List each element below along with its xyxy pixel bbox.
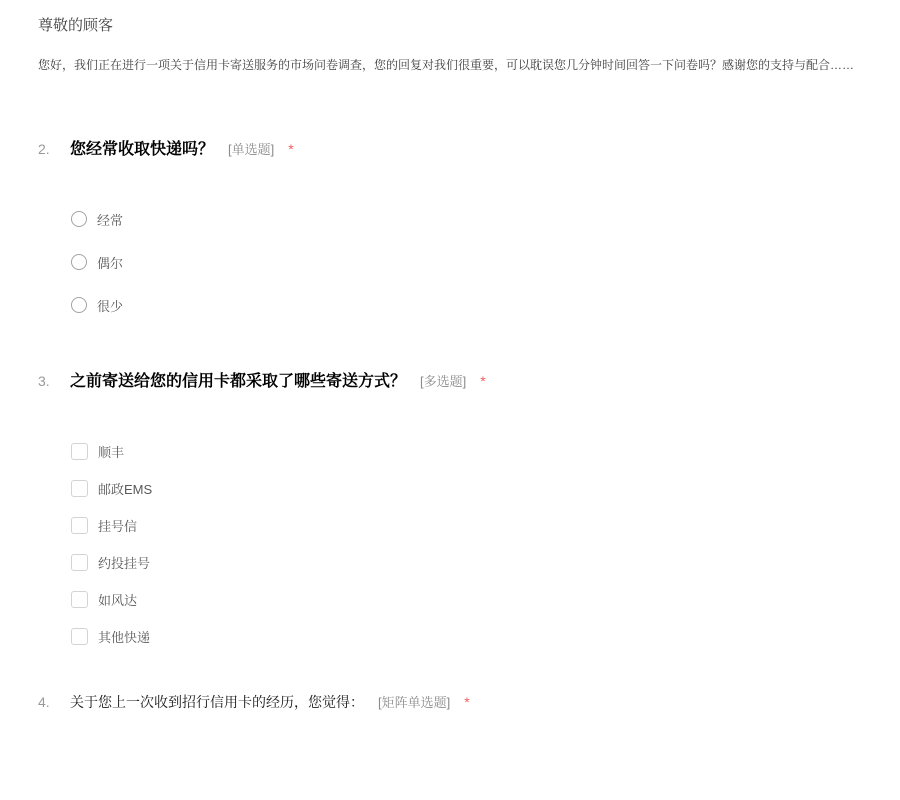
required-asterisk: * bbox=[480, 373, 486, 389]
question-block bbox=[38, 692, 870, 713]
question-title: 关于您上一次收到招行信用卡的经历，您觉得： bbox=[70, 694, 364, 710]
question-header bbox=[38, 692, 870, 713]
option-label: 偶尔 bbox=[97, 255, 124, 271]
radio-option-group bbox=[71, 211, 870, 313]
option-label: 经常 bbox=[97, 212, 124, 228]
survey-title: 尊敬的顾客 bbox=[38, 17, 114, 34]
question-title: 之前寄送给您的信用卡都采取了哪些寄送方式？ bbox=[70, 373, 407, 390]
option-label: 挂号信 bbox=[98, 518, 138, 534]
question-number: 3. bbox=[38, 373, 50, 389]
checkbox-icon[interactable] bbox=[71, 628, 88, 645]
checkbox-option-row[interactable] bbox=[71, 628, 870, 644]
option-label: 其他快递 bbox=[98, 629, 151, 645]
question-type-label: [单选题] bbox=[228, 142, 275, 157]
checkbox-icon[interactable] bbox=[71, 480, 88, 497]
radio-option-row[interactable] bbox=[71, 297, 870, 313]
radio-icon[interactable] bbox=[71, 254, 87, 270]
checkbox-option-row[interactable] bbox=[71, 554, 870, 570]
question-number: 2. bbox=[38, 141, 50, 157]
checkbox-option-row[interactable] bbox=[71, 480, 870, 496]
option-label: 邮政EMS bbox=[98, 481, 153, 497]
survey-intro: 您好，我们正在进行一项关于信用卡寄送服务的市场问卷调查，您的回复对我们很重要，可以耽误您几分钟时间回答一下问卷吗？感谢您的支持与配合…… bbox=[38, 58, 855, 72]
radio-icon[interactable] bbox=[71, 211, 87, 227]
question-block bbox=[38, 139, 870, 313]
required-asterisk: * bbox=[464, 694, 470, 710]
checkbox-option-group bbox=[71, 443, 870, 644]
checkbox-option-row[interactable] bbox=[71, 591, 870, 607]
checkbox-icon[interactable] bbox=[71, 517, 88, 534]
question-list bbox=[38, 139, 870, 713]
option-label: 顺丰 bbox=[98, 444, 125, 460]
option-label: 约投挂号 bbox=[98, 555, 151, 571]
checkbox-option-row[interactable] bbox=[71, 517, 870, 533]
question-type-label: [矩阵单选题] bbox=[378, 695, 451, 710]
radio-option-row[interactable] bbox=[71, 211, 870, 227]
question-header bbox=[38, 371, 870, 392]
question-header bbox=[38, 139, 870, 160]
checkbox-icon[interactable] bbox=[71, 591, 88, 608]
option-label: 很少 bbox=[97, 298, 124, 314]
radio-option-row[interactable] bbox=[71, 254, 870, 270]
question-title: 您经常收取快递吗？ bbox=[70, 141, 215, 158]
checkbox-icon[interactable] bbox=[71, 554, 88, 571]
checkbox-icon[interactable] bbox=[71, 443, 88, 460]
question-type-label: [多选题] bbox=[420, 374, 467, 389]
question-block bbox=[38, 371, 870, 644]
required-asterisk: * bbox=[288, 141, 294, 157]
radio-icon[interactable] bbox=[71, 297, 87, 313]
option-label: 如风达 bbox=[98, 592, 138, 608]
question-number: 4. bbox=[38, 694, 50, 710]
checkbox-option-row[interactable] bbox=[71, 443, 870, 459]
